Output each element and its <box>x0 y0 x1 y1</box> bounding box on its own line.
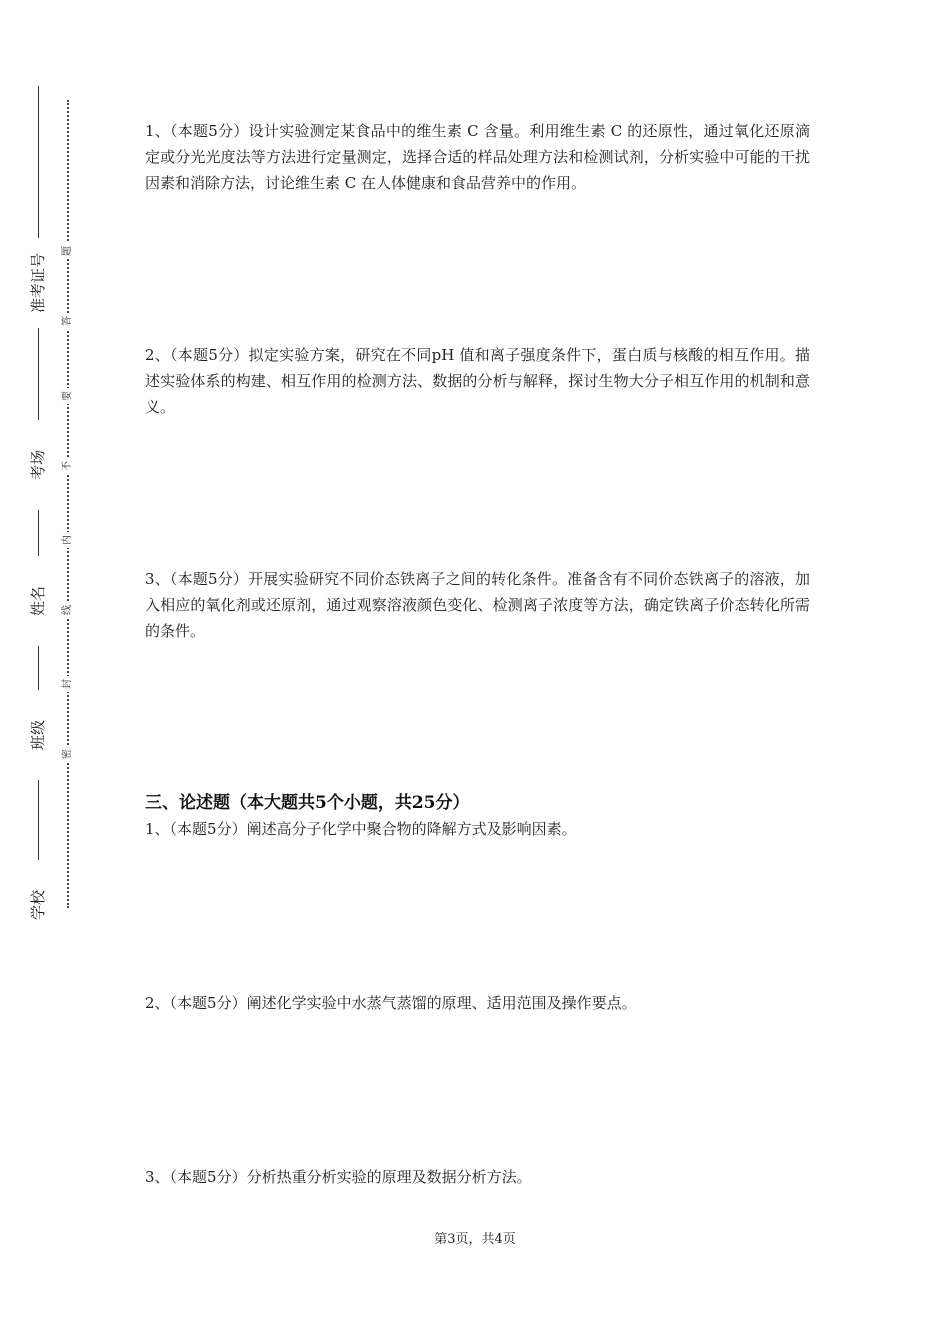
field-exam-room: 考场 <box>20 420 56 510</box>
seal-char-feng: 封 <box>58 676 78 692</box>
question-3-2: 2、（本题5分）阐述化学实验中水蒸气蒸馏的原理、适用范围及操作要点。 <box>145 994 637 1012</box>
field-school: 学校 <box>20 860 56 950</box>
question-3-1: 1、（本题5分）阐述高分子化学中聚合物的降解方式及影响因素。 <box>145 820 577 838</box>
seal-char-nei: 内 <box>58 532 78 548</box>
binding-strip <box>0 0 100 1344</box>
question-2-3: 3、（本题5分）开展实验研究不同价态铁离子之间的转化条件。准备含有不同价态铁离子的溶液，加入相应的氧化剂或还原剂，通过观察溶液颜色变化、检测离子浓度等方法，确定铁离子价态转化所需的条件。 <box>145 570 810 640</box>
seal-char-da: 答 <box>58 313 78 329</box>
seal-char-bu: 不 <box>58 458 78 474</box>
field-exam-number: 准考证号 <box>20 238 56 328</box>
seal-char-mi: 密 <box>58 746 78 762</box>
field-name: 姓名 <box>20 556 56 646</box>
seal-char-ti: 题 <box>58 243 78 259</box>
seal-char-yao: 要 <box>58 388 78 404</box>
field-class: 班级 <box>20 690 56 780</box>
page-footer: 第3页，共4页 <box>434 1232 516 1247</box>
question-3-3: 3、（本题5分）分析热重分析实验的原理及数据分析方法。 <box>145 1168 532 1186</box>
question-2-1: 1、（本题5分）设计实验测定某食品中的维生素 C 含量。利用维生素 C 的还原性，通过氧化还原滴定或分光光度法等方法进行定量测定，选择合适的样品处理方法和检测试剂，分析实验中可能的干扰因素和消除方法，讨论维生素 C 在人体健康和食品营养中的作用。 <box>145 122 810 192</box>
section-title-essay: 三、论述题（本大题共5个小题，共25分） <box>145 793 470 813</box>
seal-dotted-line <box>67 100 69 908</box>
question-2-2: 2、（本题5分）拟定实验方案，研究在不同pH 值和离子强度条件下，蛋白质与核酸的相互作用。描述实验体系的构建、相互作用的检测方法、数据的分析与解释，探讨生物大分子相互作用的机制和意义。 <box>145 346 810 416</box>
seal-char-xian: 线 <box>58 602 78 618</box>
